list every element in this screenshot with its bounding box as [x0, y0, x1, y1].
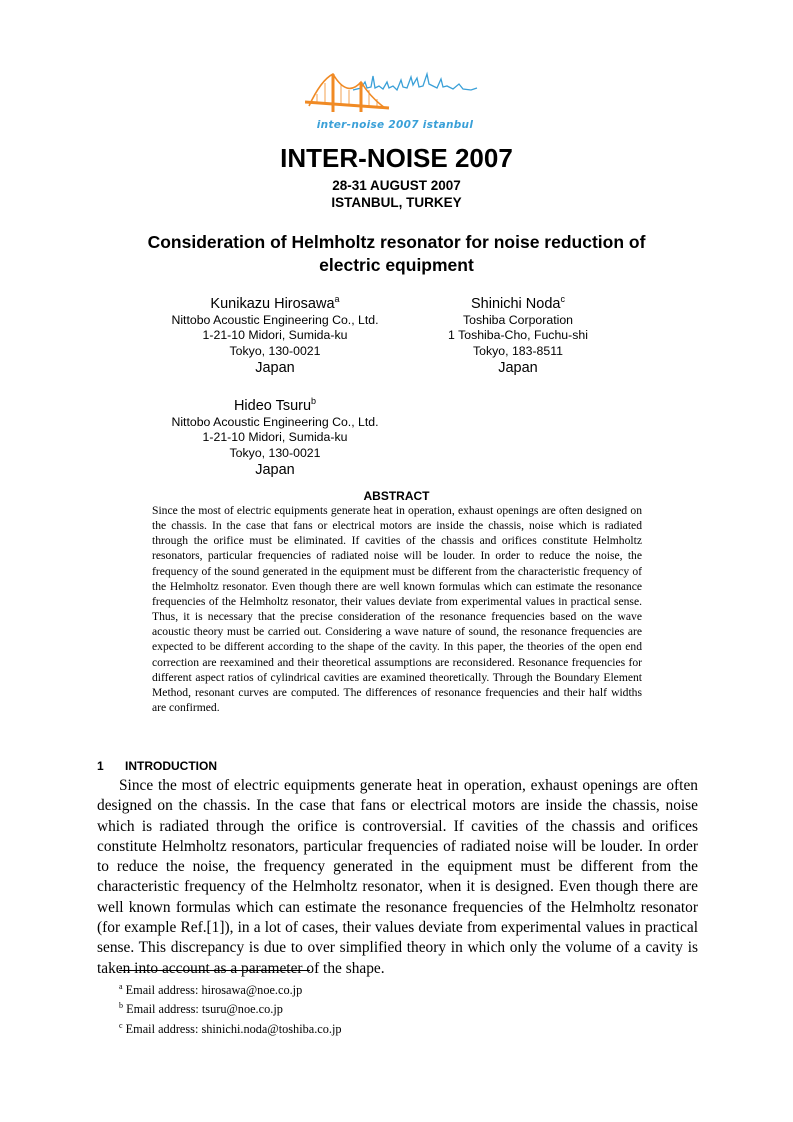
- author-city: Tokyo, 130-0021: [229, 343, 321, 358]
- author-city: Tokyo, 183-8511: [472, 343, 563, 358]
- footnotes: [119, 979, 342, 1037]
- footnote-divider: [119, 970, 310, 971]
- conference-dates: 28-31 AUGUST 2007: [332, 178, 461, 193]
- author-block-2: [418, 290, 618, 377]
- footnote: $^b$ Email address: tsuru@noe.co.jp: [119, 1001, 283, 1017]
- author-affiliation: Nittobo Acoustic Engineering Co., Ltd.: [171, 312, 379, 327]
- logo-text: inter-noise 2007 istanbul: [316, 119, 474, 131]
- bridge-skyline-icon: [305, 68, 485, 120]
- author-country: Japan: [498, 360, 538, 377]
- footnote: $^a$ Email address: hirosawa@noe.co.jp: [119, 982, 303, 998]
- author-country: Japan: [255, 462, 295, 479]
- author-name: Hideo Tsuru$^b$: [233, 396, 317, 414]
- author-block-3: [150, 392, 400, 479]
- author-name: Kunikazu Hirosawa$^a$: [210, 294, 340, 312]
- abstract-heading: ABSTRACT: [363, 489, 430, 503]
- author-city: Tokyo, 130-0021: [229, 445, 321, 460]
- section-heading: [97, 759, 217, 773]
- author-country: Japan: [255, 360, 295, 377]
- section-title: INTRODUCTION: [125, 759, 217, 773]
- conference-logo: [305, 68, 485, 134]
- author-footnote-mark: a: [334, 294, 340, 304]
- author-footnote-mark: c: [560, 294, 565, 304]
- author-address: 1-21-10 Midori, Sumida-ku: [202, 430, 348, 445]
- author-block-1: [150, 290, 400, 377]
- author-address: 1 Toshiba-Cho, Fuchu-shi: [448, 328, 588, 343]
- conference-location: ISTANBUL, TURKEY: [331, 195, 462, 210]
- section-number: 1: [97, 759, 104, 773]
- author-affiliation: Nittobo Acoustic Engineering Co., Ltd.: [171, 414, 379, 429]
- author-affiliation: Toshiba Corporation: [462, 312, 574, 327]
- author-name: Shinichi Noda$^c$: [471, 294, 565, 312]
- footnote: $^c$ Email address: shinichi.noda@toshiba.co.jp: [119, 1020, 342, 1036]
- introduction-paragraph: Since the most of electric equipments generate heat in operation, exhaust openings are often designed on the chassis. In the case that fans or electrical motors are inside the chassis, noise which is radiated through the orifice is controversial. If cavities of the chassis and orifices constitute Helmholtz resonators, particular frequencies of radiated noise will be louder. In order to reduce the noise, the frequency generated in the equipment must be different from the characteristic frequency of the Helmholtz resonator, when it is designed. Even though there are well known formulas which can estimate the resonance frequencies of the Helmholtz resonator (for example Ref.[1]), in a lot of cases, their values deviate from experimental values in practical sense. This discrepancy is due to over simplified theory in which only the volume of a cavity is taken into account as a parameter of the shape.: [97, 777, 698, 977]
- conference-title: INTER-NOISE 2007: [280, 143, 513, 173]
- paper-title: [100, 231, 693, 277]
- paper-title-line-2: electric equipment: [319, 255, 474, 275]
- abstract-text: Since the most of electric equipments generate heat in operation, exhaust openings are often designed on the chassis. In the case that fans or electrical motors are inside the chassis, noise which is radiated through the orifice must be eliminated. If cavities of the chassis and orifices constitute Helmholtz resonators, particular frequencies of radiated noise will be louder. In order to reduce the noise, the frequency of the sound generated in the equipment must be different from the characteristic frequency of the Helmholtz resonator. Even though there are well known formulas which can estimate the resonance frequencies of the Helmholtz resonator, their values deviate from experimental values in practical sense. Thus, it is necessary that the precise consideration of the resonance frequencies based on the wave acoustic theory must be carried out. Considering a wave nature of sound, the resonance frequencies are expected to be different according to the shape of the cavity. In this paper, the theories of the open end correction are reexamined and their theoretical assumptions are reconsidered. Resonance frequencies for different aspect ratios of cylindrical cavities are examined theoretically. Through the Boundary Element Method, resonant curves are computed. The differences of resonance frequencies and their half widths are confirmed.: [152, 504, 642, 715]
- paper-title-line-1: Consideration of Helmholtz resonator for noise reduction of: [147, 232, 646, 252]
- author-footnote-mark: b: [311, 396, 317, 406]
- author-address: 1-21-10 Midori, Sumida-ku: [202, 328, 348, 343]
